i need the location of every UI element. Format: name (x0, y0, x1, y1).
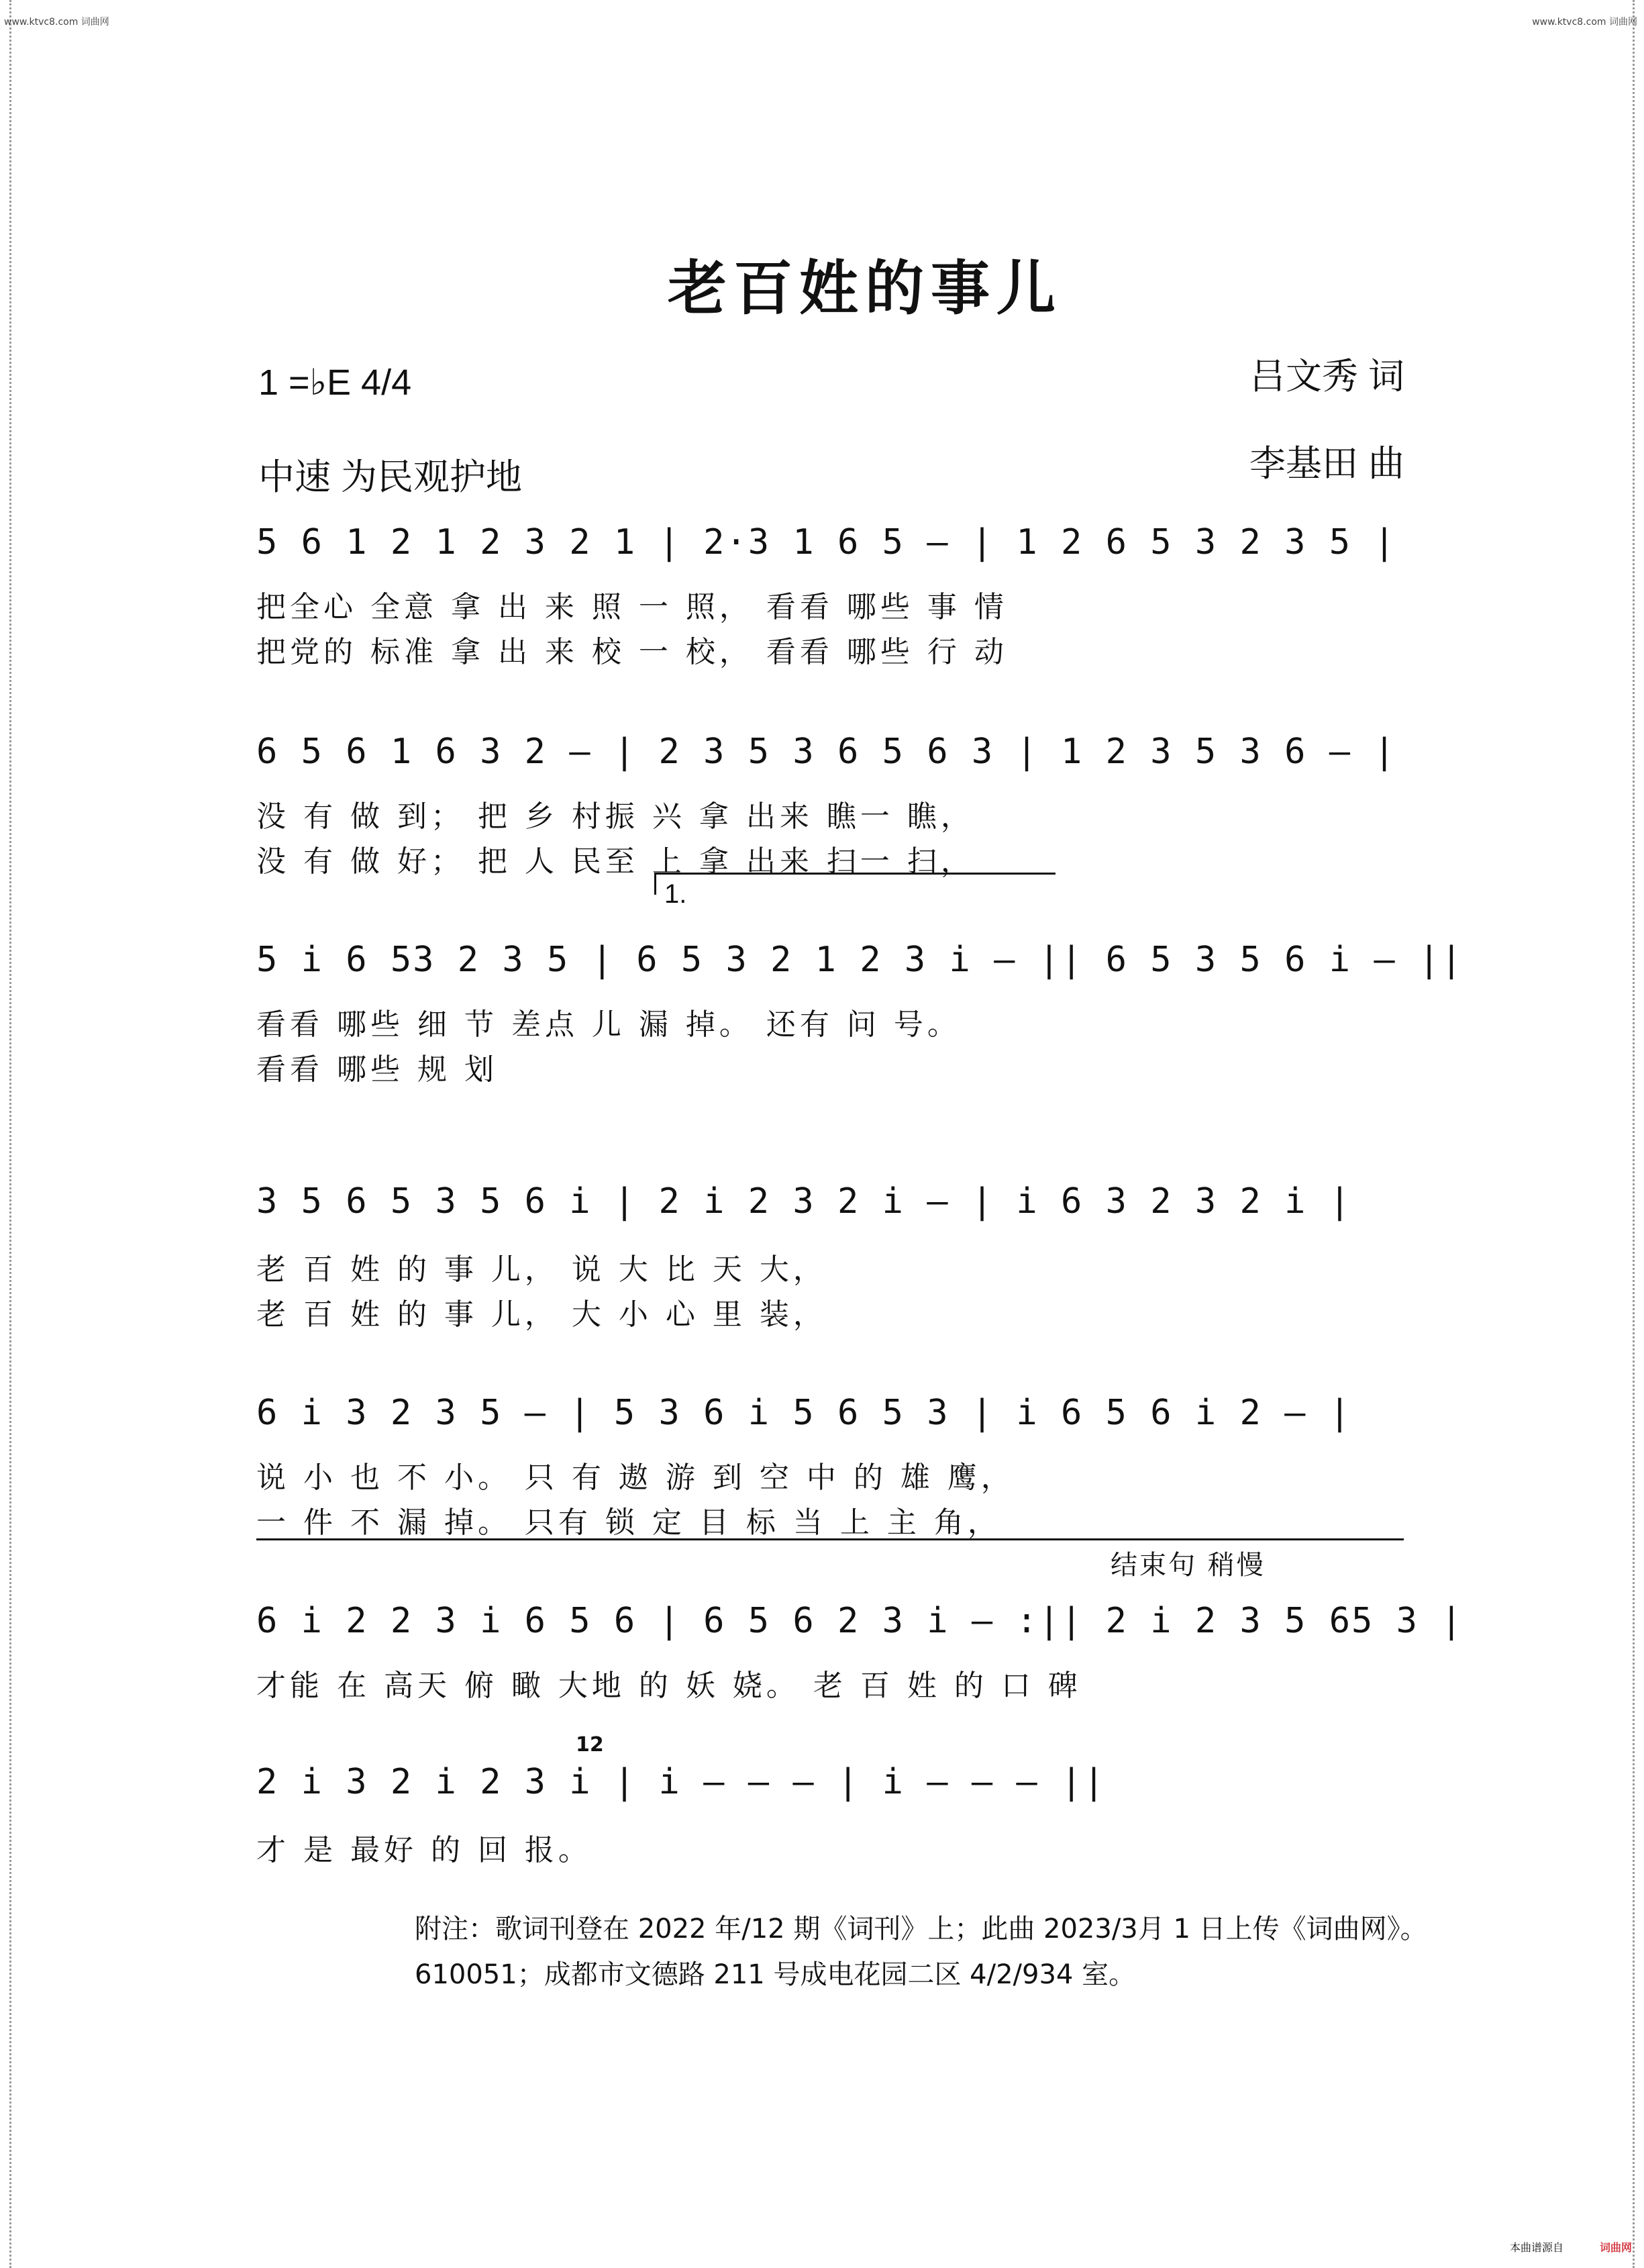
lyric-line-6a: 才能 在 高天 俯 瞰 大地 的 妖 娆。 老 百 姓 的 口 碑 (256, 1669, 1082, 1703)
rule-under-lyrics (256, 1538, 1404, 1540)
notation-line-3: 5 i 6 53 2 3 5 | 6 5 3 2 1 2 3 i — || 6 5 3 5 6 i — || (256, 940, 1463, 980)
lyric-line-4b: 老 百 姓 的 事 儿， 大 小 心 里 装， (256, 1297, 827, 1332)
notation-line-2: 6 5 6 1 6 3 2 — | 2 3 5 3 6 5 6 3 | 1 2 3 5 3 6 — | (256, 732, 1396, 772)
notation-line-7: 2 i 3 2 i 2 3 i | i — — — | i — — — || (256, 1762, 1106, 1802)
lyric-line-2a: 没 有 做 到； 把 乡 村振 兴 拿 出来 瞧一 瞧， (256, 799, 974, 834)
tempo-marking: 中速 为民观护地 (258, 457, 523, 497)
lyric-line-3a: 看看 哪些 细 节 差点 儿 漏 掉。 还有 问 号。 (256, 1007, 961, 1042)
lyric-line-5b: 一 件 不 漏 掉。 只有 锁 定 目 标 当 上 主 角， (256, 1506, 1001, 1540)
score-title: 老百姓的事儿 (668, 253, 1063, 323)
notation-line-4: 3 5 6 5 3 5 6 i | 2 i 2 3 2 i — | i 6 3 2 3 2 i | (256, 1181, 1352, 1222)
footnote-line-1: 附注：歌词刊登在 2022 年/12 期《词刊》上；此曲 2023/3月 1 日上传《词曲网》。 (415, 1914, 1427, 1944)
lyric-line-1b: 把党的 标准 拿 出 来 校 一 校， 看看 哪些 行 动 (256, 635, 1008, 669)
composer-credit: 李基田 曲 (1249, 444, 1405, 484)
key-signature: 1 =♭E 4/4 (258, 362, 412, 403)
notation-line-6: 6 i 2 2 3 i 6 5 6 | 6 5 6 2 3 i — :|| 2 i 2 3 5 65 3 | (256, 1601, 1463, 1641)
lyric-line-5a: 说 小 也 不 小。 只 有 遨 游 到 空 中 的 雄 鹰， (256, 1461, 1015, 1495)
lyric-line-4a: 老 百 姓 的 事 儿， 说 大 比 天 大， (256, 1252, 827, 1287)
lyricist-credit: 吕文秀 词 (1249, 356, 1405, 397)
volta-bracket (654, 873, 1056, 895)
left-watermark: www.ktvc8.com 词曲网 (4, 17, 109, 28)
ending-number: 12 (576, 1733, 604, 1757)
lyric-line-1a: 把全心 全意 拿 出 来 照 一 照， 看看 哪些 事 情 (256, 590, 1008, 624)
footnote-line-2: 610051；成都市文德路 211 号成电花园二区 4/2/934 室。 (415, 1959, 1136, 1990)
footer-source-label: 本曲谱源自 (1509, 2241, 1563, 2254)
left-scan-edge (9, 0, 11, 2268)
notation-line-1: 5 6 1 2 1 2 3 2 1 | 2·3 1 6 5 — | 1 2 6 5 3 2 3 5 | (256, 522, 1396, 562)
lyric-line-2b: 没 有 做 好； 把 人 民至 上 拿 出来 扫一 扫， (256, 844, 974, 879)
notation-line-5: 6 i 3 2 3 5 — | 5 3 6 i 5 6 5 3 | i 6 5 6 i 2 — | (256, 1393, 1352, 1433)
footer-site-label: 词曲网 (1599, 2241, 1632, 2254)
right-watermark: www.ktvc8.com 词曲网 (1532, 17, 1637, 28)
right-scan-edge (1633, 0, 1635, 2268)
ending-annotation: 结束句 稍慢 (1111, 1550, 1266, 1581)
lyric-line-7a: 才 是 最好 的 回 报。 (256, 1833, 592, 1867)
volta-label: 1. (664, 879, 687, 909)
lyric-line-3b: 看看 哪些 规 划 (256, 1052, 498, 1087)
